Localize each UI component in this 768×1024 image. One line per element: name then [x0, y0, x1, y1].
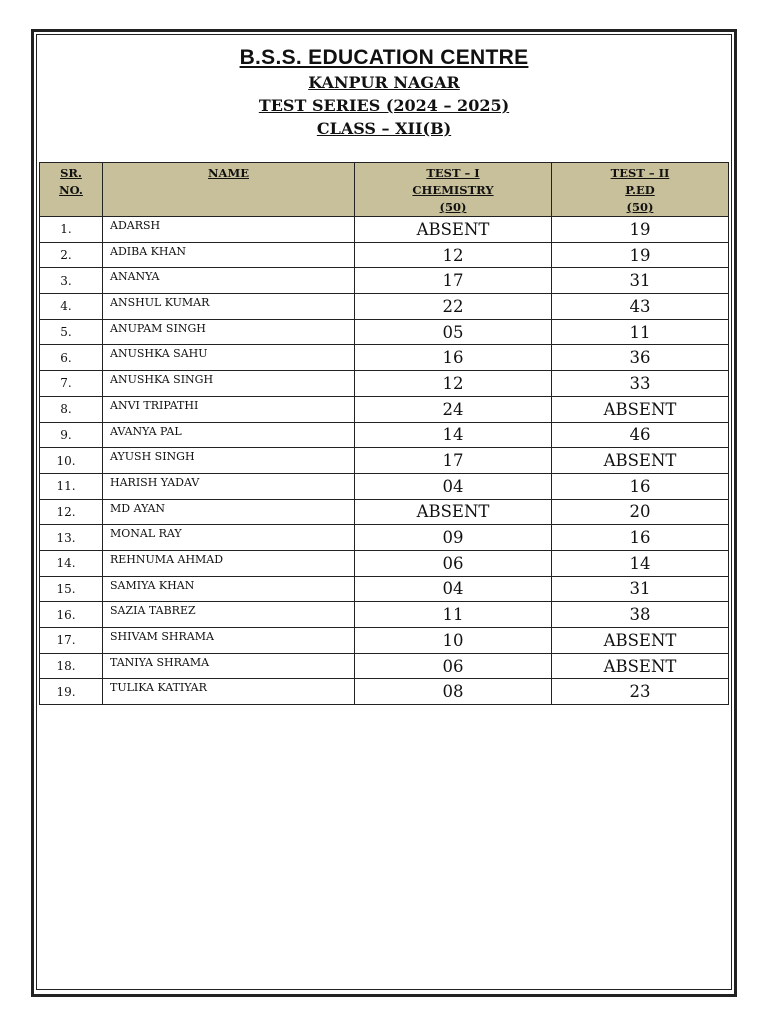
table-row [40, 525, 729, 551]
test2-marks-cell: 31 [552, 268, 729, 294]
header-test1-chemistry: TEST – I CHEMISTRY (50) [355, 163, 552, 217]
student-name-cell: REHNUMA AHMAD [103, 550, 355, 576]
student-name-cell: ADARSH [103, 217, 355, 243]
test1-marks-cell: 22 [355, 294, 552, 320]
test1-marks-cell: 06 [355, 653, 552, 679]
sr-cell: 19. [40, 679, 103, 705]
test1-marks-cell: 04 [355, 576, 552, 602]
table-row [40, 499, 729, 525]
student-name-cell: MONAL RAY [103, 525, 355, 551]
test1-marks-cell: 12 [355, 371, 552, 397]
table-row [40, 422, 729, 448]
table-row [40, 242, 729, 268]
table-row [40, 576, 729, 602]
table-header-row [40, 163, 729, 217]
table-row [40, 448, 729, 474]
sr-cell: 11. [40, 473, 103, 499]
marks-table [39, 162, 729, 705]
test1-marks-cell: 04 [355, 473, 552, 499]
test1-marks-cell: 09 [355, 525, 552, 551]
test2-marks-cell: 20 [552, 499, 729, 525]
table-row [40, 550, 729, 576]
test1-marks-cell: 11 [355, 602, 552, 628]
test2-marks-cell: 31 [552, 576, 729, 602]
sr-cell: 18. [40, 653, 103, 679]
table-row [40, 217, 729, 243]
test2-marks-cell: ABSENT [552, 628, 729, 654]
sr-cell: 14. [40, 550, 103, 576]
test2-marks-cell: ABSENT [552, 448, 729, 474]
class-subtitle: CLASS – XII(B) [316, 119, 452, 138]
test1-marks-cell: 24 [355, 396, 552, 422]
student-name-cell: ANANYA [103, 268, 355, 294]
test1-marks-cell: 12 [355, 242, 552, 268]
document-header [0, 44, 768, 140]
student-name-cell: AYUSH SINGH [103, 448, 355, 474]
test2-marks-cell: 19 [552, 242, 729, 268]
location-subtitle: KANPUR NAGAR [308, 73, 460, 92]
sr-cell: 17. [40, 628, 103, 654]
student-name-cell: SAZIA TABREZ [103, 602, 355, 628]
test2-marks-cell: ABSENT [552, 653, 729, 679]
table-row [40, 602, 729, 628]
student-name-cell: TANIYA SHRAMA [103, 653, 355, 679]
student-name-cell: ADIBA KHAN [103, 242, 355, 268]
sr-cell: 12. [40, 499, 103, 525]
table-row [40, 319, 729, 345]
test2-marks-cell: 46 [552, 422, 729, 448]
sr-cell: 10. [40, 448, 103, 474]
test1-marks-cell: 10 [355, 628, 552, 654]
sr-cell: 6. [40, 345, 103, 371]
sr-cell: 7. [40, 371, 103, 397]
test2-marks-cell: 11 [552, 319, 729, 345]
sr-cell: 8. [40, 396, 103, 422]
table-row [40, 628, 729, 654]
test2-marks-cell: 36 [552, 345, 729, 371]
institute-title: B.S.S. EDUCATION CENTRE [239, 46, 529, 69]
sr-cell: 4. [40, 294, 103, 320]
table-row [40, 345, 729, 371]
student-name-cell: ANVI TRIPATHI [103, 396, 355, 422]
test2-marks-cell: 14 [552, 550, 729, 576]
test2-marks-cell: 38 [552, 602, 729, 628]
student-name-cell: MD AYAN [103, 499, 355, 525]
test2-marks-cell: ABSENT [552, 396, 729, 422]
test1-marks-cell: 16 [355, 345, 552, 371]
test1-marks-cell: 17 [355, 268, 552, 294]
test2-marks-cell: 16 [552, 473, 729, 499]
test2-marks-cell: 43 [552, 294, 729, 320]
test2-marks-cell: 16 [552, 525, 729, 551]
sr-cell: 13. [40, 525, 103, 551]
test1-marks-cell: 08 [355, 679, 552, 705]
student-name-cell: SAMIYA KHAN [103, 576, 355, 602]
table-row [40, 679, 729, 705]
test1-marks-cell: 17 [355, 448, 552, 474]
student-name-cell: HARISH YADAV [103, 473, 355, 499]
student-name-cell: TULIKA KATIYAR [103, 679, 355, 705]
sr-cell: 15. [40, 576, 103, 602]
student-name-cell: ANSHUL KUMAR [103, 294, 355, 320]
table-row [40, 294, 729, 320]
header-sr-no: SR. NO. [40, 163, 103, 217]
student-name-cell: SHIVAM SHRAMA [103, 628, 355, 654]
test1-marks-cell: ABSENT [355, 217, 552, 243]
table-row [40, 653, 729, 679]
sr-cell: 16. [40, 602, 103, 628]
sr-cell: 2. [40, 242, 103, 268]
student-name-cell: ANUSHKA SINGH [103, 371, 355, 397]
table-row [40, 371, 729, 397]
test1-marks-cell: 14 [355, 422, 552, 448]
sr-cell: 3. [40, 268, 103, 294]
test2-marks-cell: 33 [552, 371, 729, 397]
table-row [40, 268, 729, 294]
test2-marks-cell: 19 [552, 217, 729, 243]
table-row [40, 396, 729, 422]
header-name: NAME [103, 163, 355, 217]
test1-marks-cell: 05 [355, 319, 552, 345]
test1-marks-cell: 06 [355, 550, 552, 576]
student-name-cell: AVANYA PAL [103, 422, 355, 448]
table-body [40, 217, 729, 705]
sr-cell: 5. [40, 319, 103, 345]
sr-cell: 1. [40, 217, 103, 243]
table-row [40, 473, 729, 499]
header-test2-ped: TEST – II P.ED (50) [552, 163, 729, 217]
test2-marks-cell: 23 [552, 679, 729, 705]
student-name-cell: ANUSHKA SAHU [103, 345, 355, 371]
test1-marks-cell: ABSENT [355, 499, 552, 525]
sr-cell: 9. [40, 422, 103, 448]
test-series-subtitle: TEST SERIES (2024 – 2025) [258, 96, 510, 115]
student-name-cell: ANUPAM SINGH [103, 319, 355, 345]
